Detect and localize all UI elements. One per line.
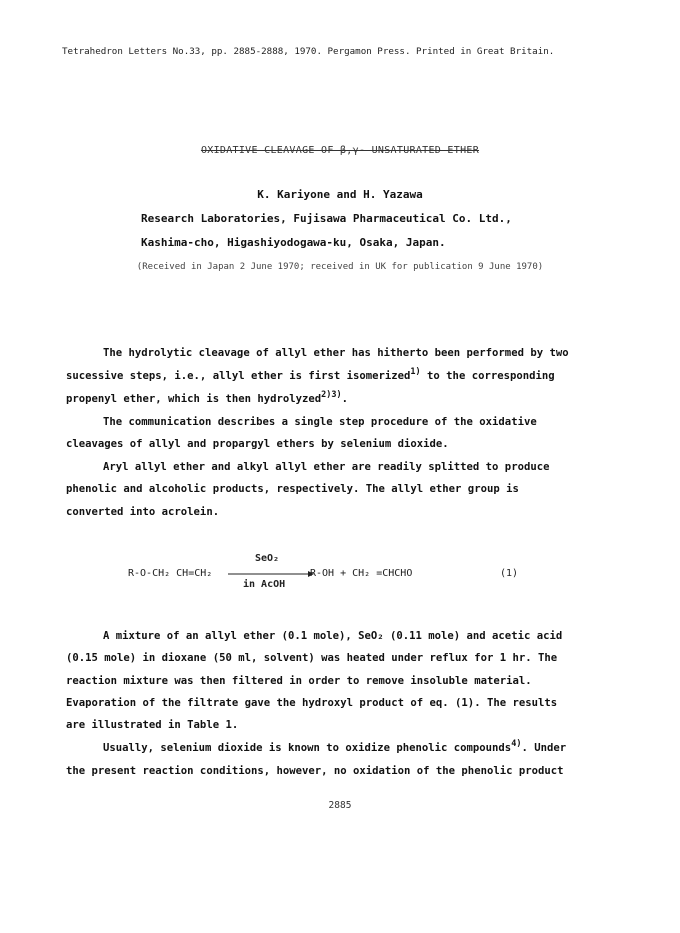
para1-line3 — [66, 390, 348, 405]
para1-line3-text-a: propenyl ether, which is then hydrolyzed — [66, 393, 322, 405]
para5-line1 — [103, 739, 567, 754]
para3-line2: phenolic and alcoholic products, respectively. The allyl ether group is — [66, 483, 519, 495]
equation-reagent-top: SeO₂ — [255, 553, 280, 564]
para5-line1-text-a: Usually, selenium dioxide is known to oxidize phenolic compounds — [103, 742, 512, 754]
para3-line3: converted into acrolein. — [66, 506, 220, 518]
journal-citation-header: Tetrahedron Letters No.33, pp. 2885-2888, 1970. Pergamon Press. Printed in Great Britain. — [62, 46, 555, 57]
received-dates: (Received in Japan 2 June 1970; received in UK for publication 9 June 1970) — [136, 262, 544, 272]
reference-marker: 1) — [410, 367, 421, 377]
para1-line2 — [66, 367, 555, 382]
para1-line1: The hydrolytic cleavage of allyl ether has hitherto been performed by two — [103, 347, 569, 359]
equation-reactant: R-O-CH₂ CH=CH₂ — [128, 568, 213, 579]
page-number: 2885 — [328, 800, 352, 811]
para4-line1: A mixture of an allyl ether (0.1 mole), SeO₂ (0.11 mole) and acetic acid — [103, 630, 563, 642]
affiliation-line-2: Kashima-cho, Higashiyodogawa-ku, Osaka, Japan. — [141, 236, 446, 249]
article-title: OXIDATIVE CLEAVAGE OF β,γ- UNSATURATED ETHER — [200, 145, 480, 156]
para1-line3-text-b: . — [341, 393, 348, 405]
para2-line1: The communication describes a single step procedure of the oxidative — [103, 416, 537, 428]
para4-line2: (0.15 mole) in dioxane (50 ml, solvent) was heated under reflux for 1 hr. The — [66, 652, 558, 664]
reaction-equation — [128, 553, 548, 593]
reference-marker: 4) — [511, 739, 522, 749]
equation-products: R-OH + CH₂ =CHCHO — [310, 568, 413, 579]
author-names: K. Kariyone and H. Yazawa — [257, 188, 423, 201]
affiliation-line-1: Research Laboratories, Fujisawa Pharmaceutical Co. Ltd., — [141, 212, 512, 225]
reference-marker: 2)3) — [321, 390, 342, 400]
para4-line5: are illustrated in Table 1. — [66, 719, 239, 731]
para3-line1: Aryl allyl ether and alkyl allyl ether are readily splitted to produce — [103, 461, 550, 473]
para1-line2-text-b: to the corresponding — [420, 370, 555, 382]
para2-line2: cleavages of allyl and propargyl ethers by selenium dioxide. — [66, 438, 449, 450]
para4-line3: reaction mixture was then filtered in order to remove insoluble material. — [66, 675, 532, 687]
equation-reagent-bottom: in AcOH — [243, 579, 286, 590]
para4-line4: Evaporation of the filtrate gave the hydroxyl product of eq. (1). The results — [66, 697, 558, 709]
para1-line2-text-a: sucessive steps, i.e., allyl ether is first isomerized — [66, 370, 411, 382]
para5-line2: the present reaction conditions, however, no oxidation of the phenolic product — [66, 765, 564, 777]
equation-number: (1) — [500, 568, 519, 579]
para5-line1-text-b: . Under — [521, 742, 567, 754]
